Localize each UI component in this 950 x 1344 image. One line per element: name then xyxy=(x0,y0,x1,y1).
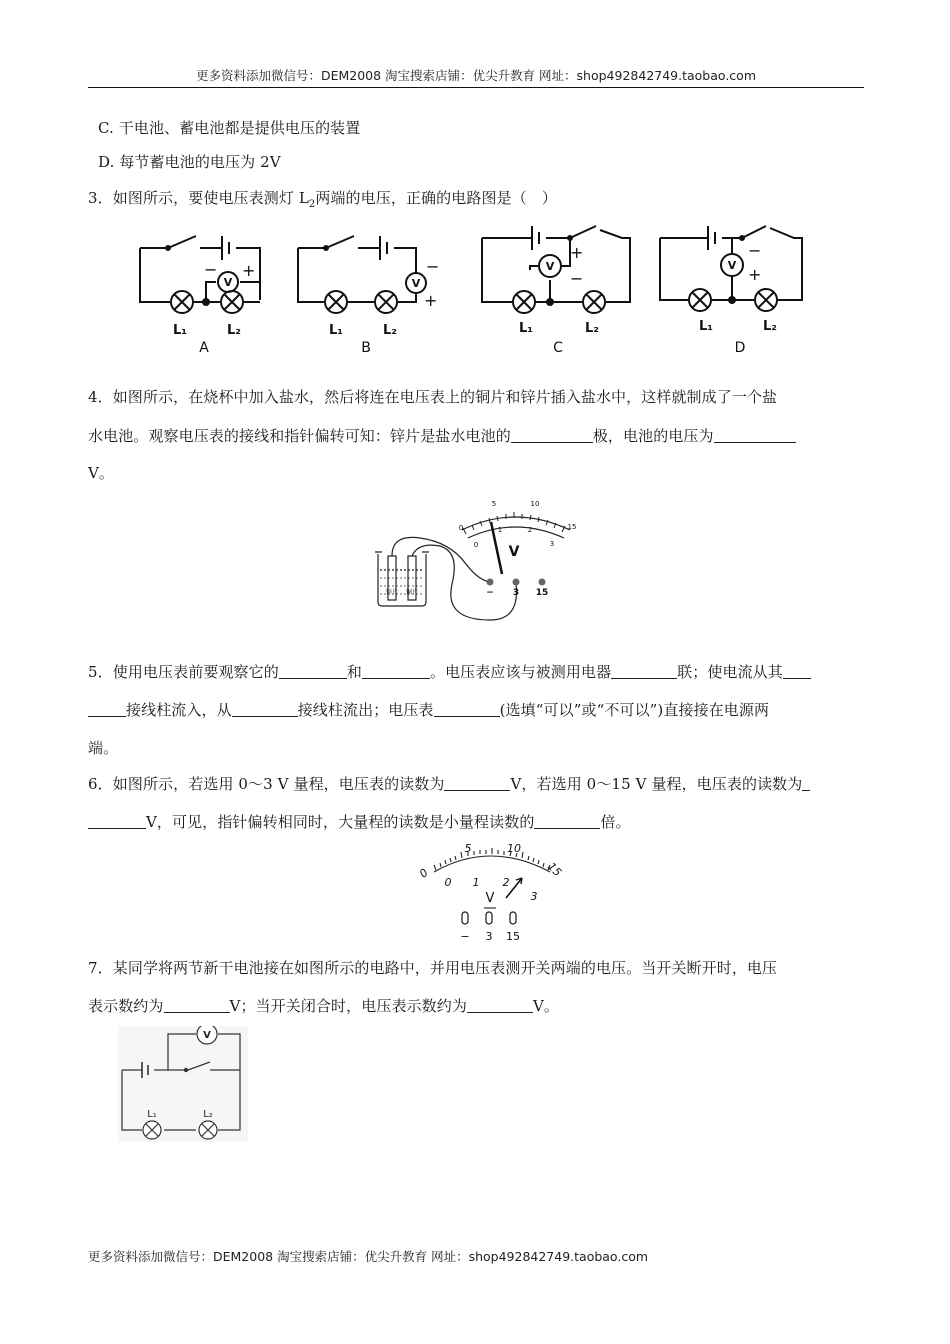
circuit-c-meter: V xyxy=(545,260,555,273)
q6-bottom-tick-1: 1 xyxy=(472,876,480,889)
circuit-c-l2: L₂ xyxy=(585,321,599,336)
q6-bottom-tick-3: 3 xyxy=(530,890,538,903)
q6-terminal-neg: − xyxy=(460,930,470,943)
q6-blank-2a[interactable] xyxy=(802,776,810,791)
q4-bottom-tick-1: 1 xyxy=(497,526,503,534)
q6-bottom-tick-2: 2 xyxy=(502,876,510,889)
svg-text:−: − xyxy=(570,269,584,288)
circuit-c-label: C xyxy=(553,340,563,356)
q6-top-tick-10: 10 xyxy=(507,842,521,855)
q7-l2b: V；当开关闭合时，电压表示数约为 xyxy=(229,997,467,1015)
q5-blank-1[interactable] xyxy=(279,664,347,679)
q4-terminal-neg: − xyxy=(486,588,494,598)
q4-terminal-3: 3 xyxy=(512,588,520,598)
q5-blank-6[interactable] xyxy=(434,702,500,717)
q7-lamp1-label: L₁ xyxy=(147,1109,157,1120)
q7-lamp2-label: L₂ xyxy=(203,1109,213,1120)
q6-blank-3[interactable] xyxy=(534,814,600,829)
q6-l1a: 6．如图所示，若选用 0～3 V 量程，电压表的读数为 xyxy=(88,775,445,793)
q7-meter-symbol: V xyxy=(203,1030,211,1041)
svg-text:−: − xyxy=(748,241,762,260)
q4-top-tick-15: 15 xyxy=(567,523,577,531)
q5-blank-2[interactable] xyxy=(362,664,430,679)
circuit-a-meter: V xyxy=(223,276,233,289)
circuit-b xyxy=(298,236,426,313)
q4-terminal-15: 15 xyxy=(535,588,549,598)
svg-text:+: + xyxy=(748,265,762,284)
q6-voltmeter-dial xyxy=(410,840,570,944)
q4-blank-pole[interactable] xyxy=(511,428,593,443)
circuit-b-l2: L₂ xyxy=(383,323,397,338)
q4-bottom-tick-0: 0 xyxy=(473,541,479,549)
q4-bottom-tick-2: 2 xyxy=(527,526,533,534)
q5-blank-5[interactable] xyxy=(232,702,298,717)
q4-line2 xyxy=(88,426,796,446)
q4-salt-battery-figure xyxy=(370,494,590,628)
q7-line2 xyxy=(88,996,559,1016)
page-footer: 更多资料添加微信号：DEM2008 淘宝搜索店铺：优尖升教育 网址：shop492842749.taobao.com xyxy=(88,1249,649,1264)
q4-top-tick-0: 0 xyxy=(458,524,464,532)
circuit-a-l1: L₁ xyxy=(173,323,187,338)
q5-l1d: 联；使电流从其 xyxy=(677,663,783,681)
q4-line2-b: 极，电池的电压为 xyxy=(592,427,714,445)
q5-blank-4a[interactable] xyxy=(783,664,811,679)
svg-text:−: − xyxy=(204,260,218,279)
q5-l2b: 接线柱流出；电压表 xyxy=(297,701,434,719)
q5-line1 xyxy=(88,662,811,682)
q5-l1b: 和 xyxy=(346,663,362,681)
q6-blank-1[interactable] xyxy=(444,776,510,791)
q4-bottom-tick-3: 3 xyxy=(549,540,555,548)
q5-line2 xyxy=(88,700,769,720)
q5-blank-4b[interactable] xyxy=(88,702,126,717)
q6-terminal-15: 15 xyxy=(506,930,520,943)
q6-bottom-tick-0: 0 xyxy=(444,876,452,889)
q3-stem xyxy=(88,188,557,215)
circuit-d-l2: L₂ xyxy=(763,319,777,334)
q4-copper-label: 铜片 xyxy=(405,589,419,596)
header-rule xyxy=(88,87,864,88)
q6-l2b: 倍。 xyxy=(600,813,631,831)
svg-text:+: + xyxy=(570,243,584,262)
page-header: 更多资料添加微信号：DEM2008 淘宝搜索店铺：优尖升教育 网址：shop492842749.taobao.com xyxy=(195,68,757,83)
q4-zinc-label: 锌片 xyxy=(385,589,399,596)
circuit-d-meter: V xyxy=(727,259,737,272)
q6-top-tick-0: 0 xyxy=(416,866,431,881)
q5-l2c: (选填“可以”或“不可以”)直接接在电源两 xyxy=(499,701,770,719)
q6-top-tick-5: 5 xyxy=(464,842,472,855)
q7-circuit-figure xyxy=(118,1026,248,1142)
circuit-c xyxy=(482,226,630,313)
q5-l1c: 。电压表应该与被测用电器 xyxy=(429,663,612,681)
q3-circuit-diagrams xyxy=(130,218,810,358)
q7-l2a: 表示数约为 xyxy=(88,997,164,1015)
q6-blank-2b[interactable] xyxy=(88,814,146,829)
circuit-a-label: A xyxy=(199,340,209,356)
q6-l2a: V，可见，指针偏转相同时，大量程的读数是小量程读数的 xyxy=(146,813,535,831)
svg-text:+: + xyxy=(424,291,438,310)
q4-line2-a: 水电池。观察电压表的接线和指针偏转可知：锌片是盐水电池的 xyxy=(88,427,511,445)
option-d: D. 每节蓄电池的电压为 2V xyxy=(98,153,281,171)
svg-text:−: − xyxy=(426,257,440,276)
q6-meter-symbol: V xyxy=(485,891,495,906)
circuit-d-l1: L₁ xyxy=(699,319,713,334)
q4-meter-symbol: V xyxy=(508,544,520,560)
circuit-a-l2: L₂ xyxy=(227,323,241,338)
q6-line2 xyxy=(88,812,631,832)
option-c: C. 干电池、蓄电池都是提供电压的装置 xyxy=(98,119,361,137)
q6-line1 xyxy=(88,774,810,794)
q4-line3: V。 xyxy=(88,464,115,482)
svg-text:+: + xyxy=(242,261,256,280)
q5-line3: 端。 xyxy=(88,739,119,757)
q7-line1: 7．某同学将两节新干电池接在如图所示的电路中，并用电压表测开关两端的电压。当开关断开时，电压 xyxy=(88,959,778,977)
q4-blank-voltage[interactable] xyxy=(714,428,796,443)
q5-l1a: 5．使用电压表前要观察它的 xyxy=(88,663,279,681)
circuit-b-meter: V xyxy=(411,277,421,290)
q6-top-tick-15: 15 xyxy=(544,859,565,880)
q6-terminal-3: 3 xyxy=(485,930,493,943)
q6-l1b: V，若选用 0～15 V 量程，电压表的读数为 xyxy=(510,775,803,793)
circuit-b-label: B xyxy=(361,340,371,356)
q3-stem-sub: 2 xyxy=(308,199,316,210)
q4-line1: 4．如图所示，在烧杯中加入盐水，然后将连在电压表上的铜片和锌片插入盐水中，这样就制成了一个盐 xyxy=(88,388,778,406)
q4-top-tick-10: 10 xyxy=(530,500,540,508)
q5-blank-3[interactable] xyxy=(611,664,677,679)
q7-blank-1[interactable] xyxy=(164,998,230,1013)
circuit-c-l1: L₁ xyxy=(519,321,533,336)
q7-blank-2[interactable] xyxy=(467,998,533,1013)
q5-l2a: 接线柱流入，从 xyxy=(126,701,232,719)
q4-top-tick-5: 5 xyxy=(491,500,497,508)
q3-stem-post: 两端的电压，正确的电路图是（ ） xyxy=(315,189,557,207)
circuit-d-label: D xyxy=(734,340,746,356)
circuit-b-l1: L₁ xyxy=(329,323,343,338)
q7-l2c: V。 xyxy=(532,997,559,1015)
q3-stem-pre: 3．如图所示，要使电压表测灯 L xyxy=(88,189,309,207)
